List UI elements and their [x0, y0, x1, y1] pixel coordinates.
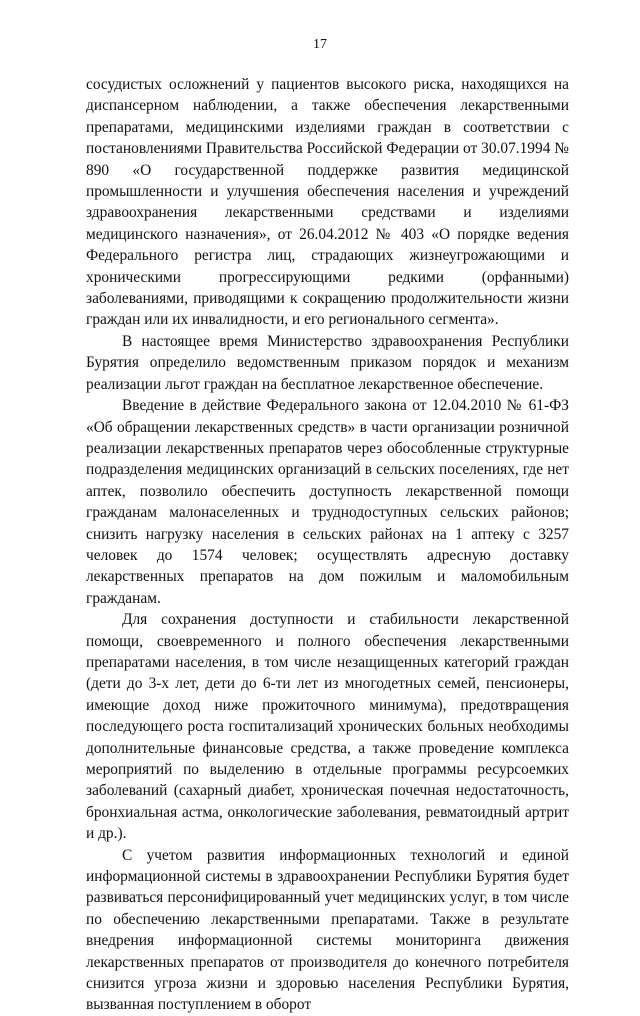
page-number: 17: [313, 37, 327, 52]
paragraph-1: сосудистых осложнений у пациентов высокого риска, находящихся на диспансерном наблюдении, а также обеспечения лекарственными препаратами, медицинскими изделиями граждан в соответствии с постановлениями Правительства Российской Федерации от 30.07.1994 № 890 «О государственной поддержке развития медицинской промышленности и улучшения обеспечения населения и учреждений здравоохранения лекарственными средствами и изделиями медицинского назначения», от 26.04.2012 № 403 «О порядке ведения Федерального регистра лиц, страдающих жизнеугрожающими и хроническими прогрессирующими редкими (орфанными) заболеваниями, приводящими к сокращению продолжительности жизни граждан или их инвалидности, и его регионального сегмента».: [86, 76, 569, 329]
paragraph-2: В настоящее время Министерство здравоохранения Республики Бурятия определило ведомственным приказом порядок и механизм реализации льгот граждан на бесплатное лекарственное обеспечение.: [86, 332, 569, 393]
document-body: [86, 74, 569, 1016]
paragraph-5: С учетом развития информационных технологий и единой информационной системы в здравоохранении Республики Бурятия будет развиваться персонифицированный учет медицинских услуг, в том числе по обеспечению лекарственными препаратами. Также в результате внедрения информационной системы мониторинга движения лекарственных препаратов от производителя до конечного потребителя снизится угроза жизни и здоровью населения Республики Бурятия, вызванная поступлением в оборот: [86, 846, 569, 1014]
paragraph-4: Для сохранения доступности и стабильности лекарственной помощи, своевременного и полного обеспечения лекарственными препаратами населения, в том числе незащищенных категорий граждан (дети до 3-х лет, дети до 6-ти лет из многодетных семей, пенсионеры, имеющие доход ниже прожиточного минимума), предотвращения последующего роста госпитализаций хронических больных необходимы дополнительные финансовые средства, а также проведение комплекса мероприятий по выделению в отдельные программы ресурсоемких заболеваний (сахарный диабет, хроническая почечная недостаточность, бронхиальная астма, онкологические заболевания, ревматоидный артрит и др.).: [86, 611, 569, 843]
paragraph-3: Введение в действие Федерального закона от 12.04.2010 № 61-ФЗ «Об обращении лекарственных средств» в части организации розничной реализации лекарственных препаратов через обособленные структурные подразделения медицинских организаций в сельских поселениях, где нет аптек, позволило обеспечить доступность лекарственной помощи гражданам малонаселенных и труднодоступных сельских районов; снизить нагрузку населения в сельских районах на 1 аптеку с 3257 человек до 1574 человек; осуществлять адресную доставку лекарственных препаратов на дом пожилым и маломобильным гражданам.: [86, 397, 569, 607]
